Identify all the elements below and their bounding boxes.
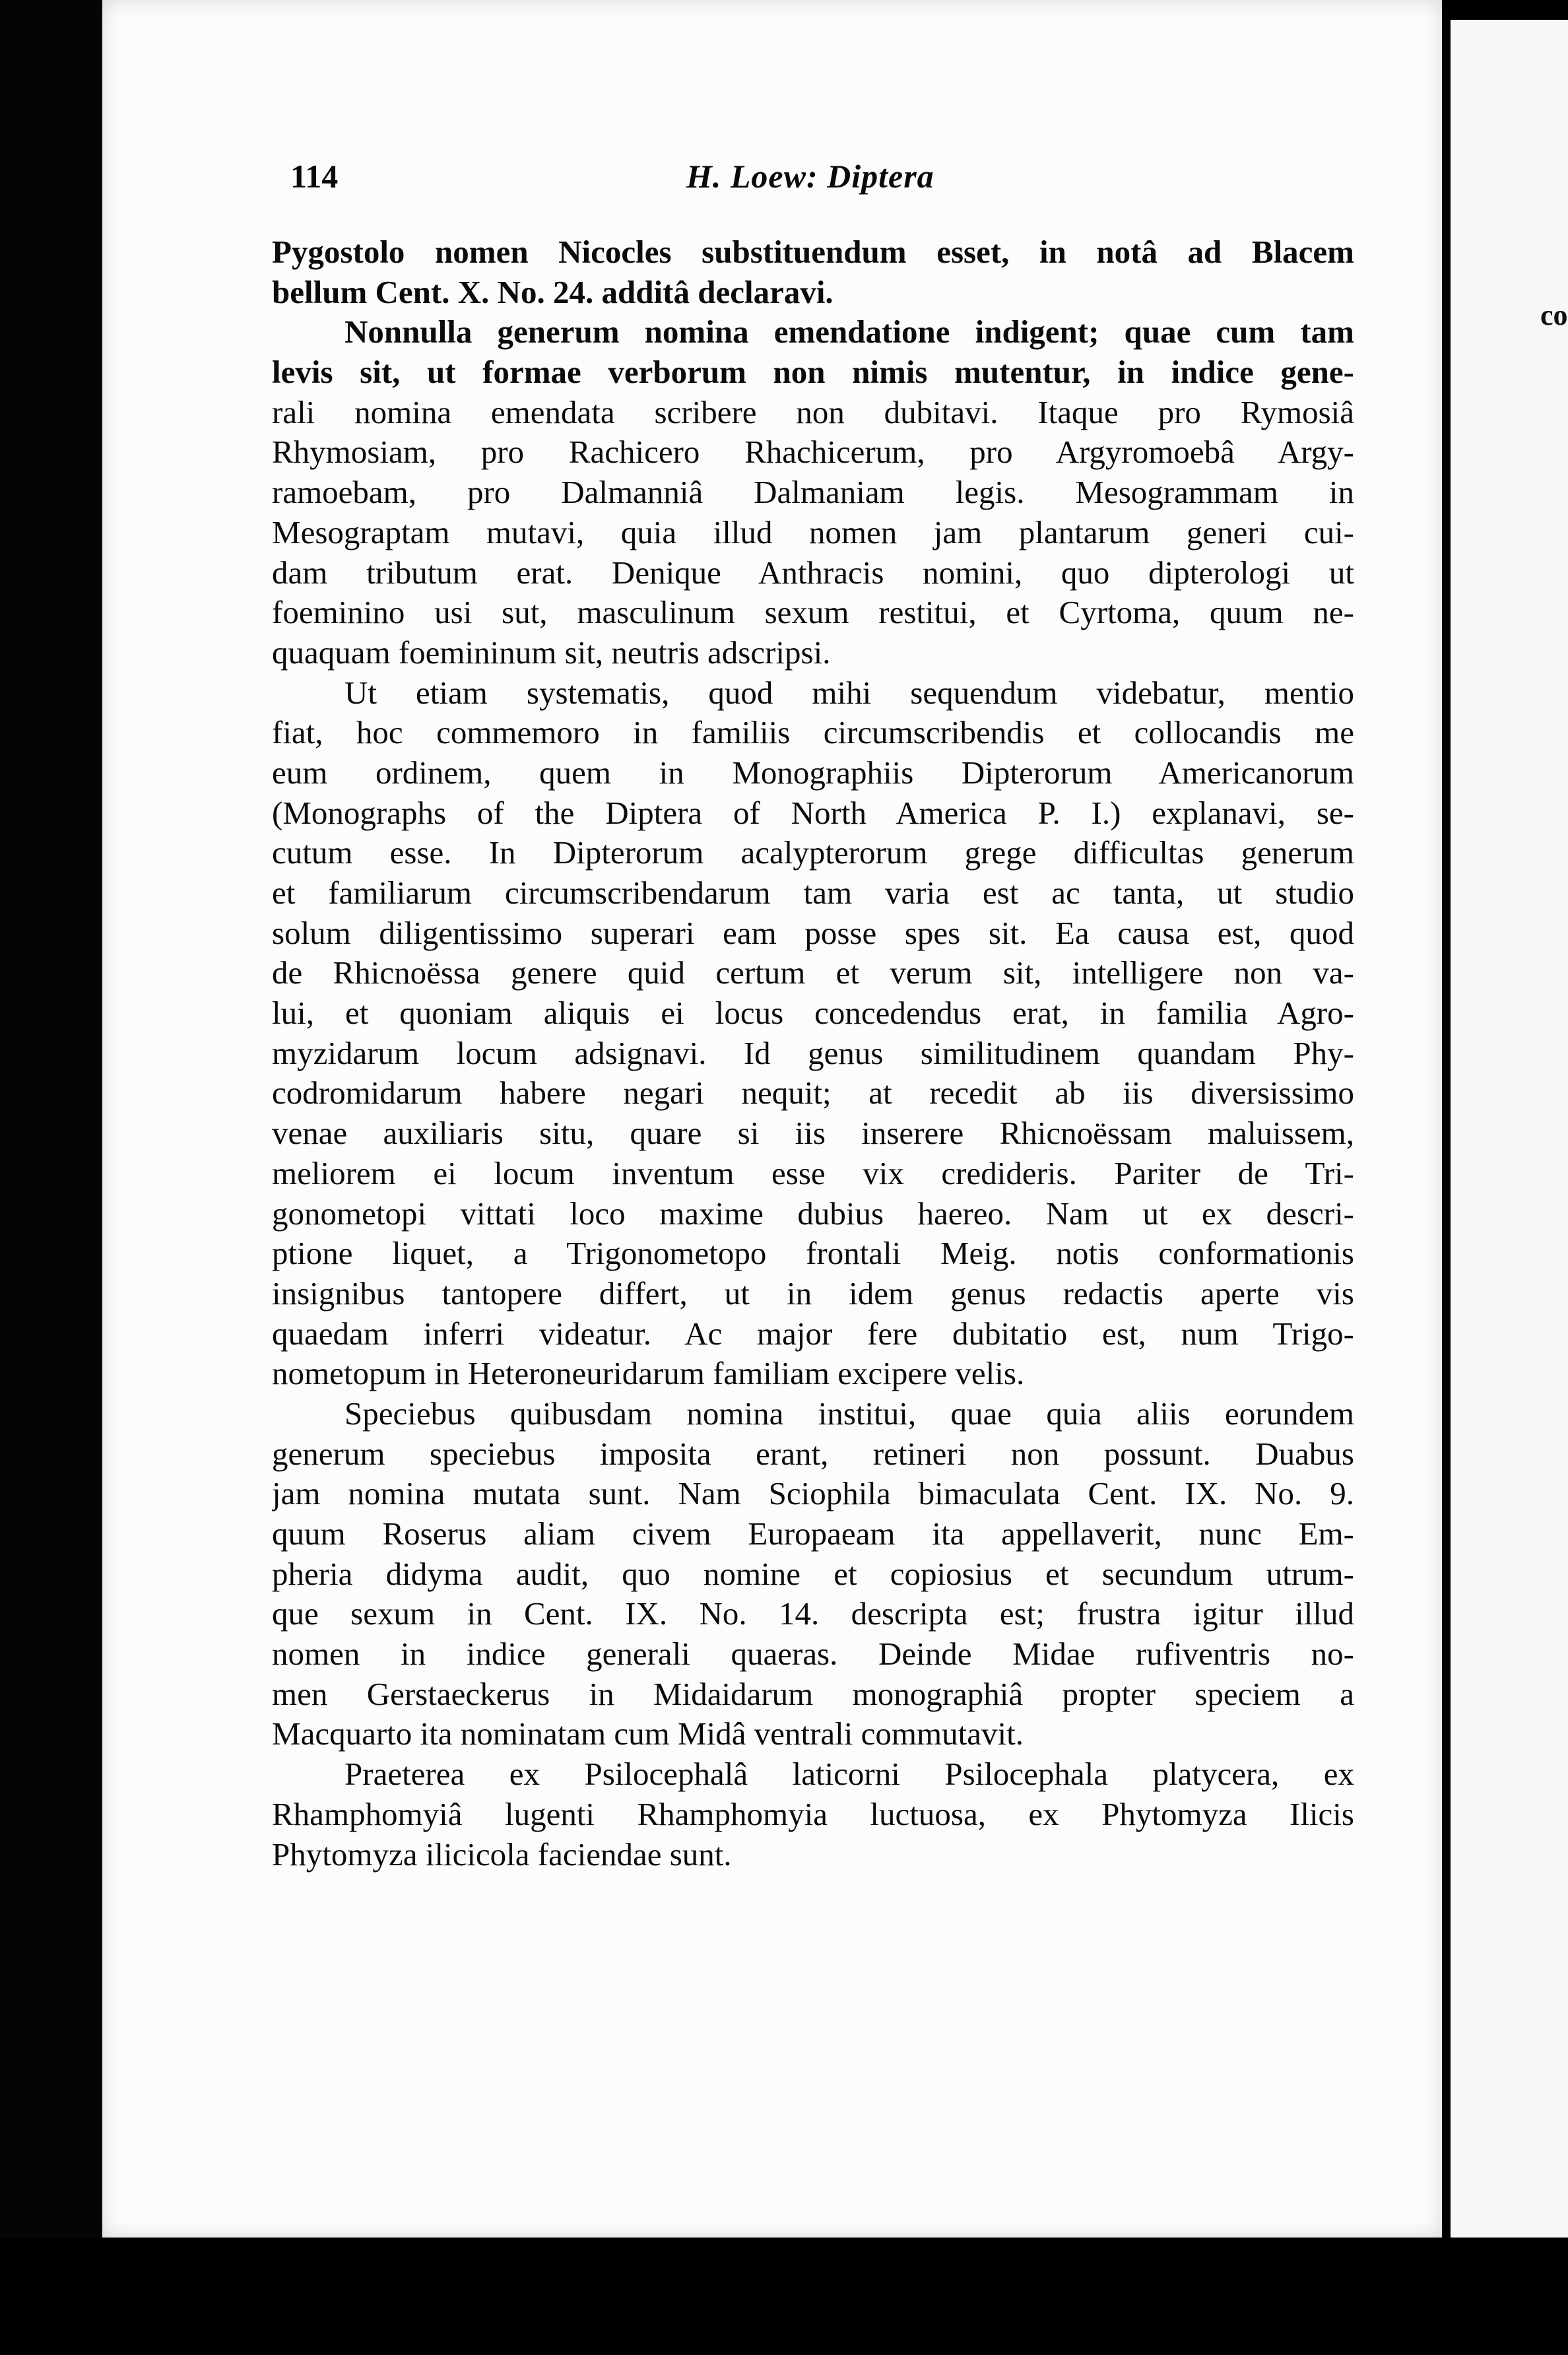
text-line: nomen in indice generali quaeras. Deinde Midae rufiventris no- — [272, 1636, 1354, 1673]
text-line: cutum esse. In Dipterorum acalypterorum grege difficultas generum — [272, 834, 1354, 871]
text-line: nometopum in Heteroneuridarum familiam excipere velis. — [272, 1355, 1025, 1392]
scan-gutter — [1442, 0, 1451, 2355]
text-line: Phytomyza ilicicola faciendae sunt. — [272, 1836, 732, 1873]
text-line: generum speciebus imposita erant, retineri non possunt. Duabus — [272, 1435, 1354, 1472]
text-line: solum diligentissimo superari eam posse spes sit. Ea causa est, quod — [272, 914, 1354, 951]
text-line: Pygostolo nomen Nicocles substituendum esset, in notâ ad Blacem — [272, 234, 1354, 270]
text-line: Rhymosiam, pro Rachicero Rhachicerum, pro Argyromoebâ Argy- — [272, 434, 1354, 471]
text-line: ramoebam, pro Dalmanniâ Dalmaniam legis. Mesogrammam in — [272, 474, 1354, 511]
text-line: bellum Cent. X. No. 24. additâ declaravi. — [272, 273, 833, 310]
text-line: quaedam inferri videatur. Ac major fere dubitatio est, num Trigo- — [272, 1315, 1354, 1352]
text-line: quaquam foemininum sit, neutris adscripsi. — [272, 634, 831, 671]
page-header — [290, 157, 1373, 203]
text-line: myzidarum locum adsignavi. Id genus similitudinem quandam Phy- — [272, 1034, 1354, 1071]
text-line: levis sit, ut formae verborum non nimis mutentur, in indice gene- — [272, 354, 1354, 391]
scan-left-margin — [0, 0, 102, 2355]
facing-page-edge — [1451, 20, 1568, 2238]
text-line: ptione liquet, a Trigonometopo frontali Meig. notis conformationis — [272, 1235, 1354, 1272]
text-line: Speciebus quibusdam nomina institui, quae quia aliis eorundem — [344, 1395, 1354, 1432]
text-line: et familiarum circumscribendarum tam varia est ac tanta, ut studio — [272, 875, 1354, 911]
text-line: de Rhicnoëssa genere quid certum et verum sit, intelligere non va- — [272, 954, 1354, 991]
text-line: Nonnulla generum nomina emendatione indigent; quae cum tam — [344, 314, 1354, 350]
text-line: venae auxiliaris situ, quare si iis inserere Rhicnoëssam maluissem, — [272, 1115, 1354, 1152]
text-line: Praeterea ex Psilocephalâ laticorni Psilocephala platycera, ex — [344, 1756, 1354, 1793]
text-line: Macquarto ita nominatam cum Midâ ventrali commutavit. — [272, 1715, 1024, 1752]
text-line: dam tributum erat. Denique Anthracis nomini, quo dipterologi ut — [272, 554, 1354, 591]
text-line: Rhamphomyiâ lugenti Rhamphomyia luctuosa, ex Phytomyza Ilicis — [272, 1795, 1354, 1832]
body-text — [272, 232, 1354, 1874]
text-line: codromidarum habere negari nequit; at recedit ab iis diversissimo — [272, 1075, 1354, 1111]
text-line: pheria didyma audit, quo nomine et copiosius et secundum utrum- — [272, 1555, 1354, 1592]
facing-page-fragment: co — [1540, 299, 1568, 331]
running-head: H. Loew: Diptera — [686, 158, 934, 195]
text-line: lui, et quoniam aliquis ei locus concedendus erat, in familia Agro- — [272, 995, 1354, 1032]
scan-bottom-margin — [0, 2238, 1568, 2355]
text-line: que sexum in Cent. IX. No. 14. descripta est; frustra igitur illud — [272, 1595, 1354, 1632]
text-line: foeminino usi sut, masculinum sexum restitui, et Cyrtoma, quum ne- — [272, 594, 1354, 631]
page-number: 114 — [290, 158, 339, 195]
text-line: insignibus tantopere differt, ut in idem genus redactis aperte vis — [272, 1275, 1354, 1311]
text-line: Mesograptam mutavi, quia illud nomen jam plantarum generi cui- — [272, 514, 1354, 550]
text-line: jam nomina mutata sunt. Nam Sciophila bimaculata Cent. IX. No. 9. — [272, 1475, 1354, 1512]
text-line: gonometopi vittati loco maxime dubius haereo. Nam ut ex descri- — [272, 1195, 1354, 1232]
text-line: meliorem ei locum inventum esse vix credideris. Pariter de Tri- — [272, 1154, 1354, 1191]
text-line: Ut etiam systematis, quod mihi sequendum videbatur, mentio — [344, 674, 1354, 711]
text-line: quum Roserus aliam civem Europaeam ita appellaverit, nunc Em- — [272, 1515, 1354, 1552]
text-line: rali nomina emendata scribere non dubitavi. Itaque pro Rymosiâ — [272, 393, 1354, 430]
text-line: men Gerstaeckerus in Midaidarum monographiâ propter speciem a — [272, 1675, 1354, 1712]
text-line: fiat, hoc commemoro in familiis circumscribendis et collocandis me — [272, 714, 1354, 751]
text-line: eum ordinem, quem in Monographiis Dipterorum Americanorum — [272, 754, 1354, 791]
text-line: (Monographs of the Diptera of North America P. I.) explanavi, se- — [272, 794, 1354, 831]
